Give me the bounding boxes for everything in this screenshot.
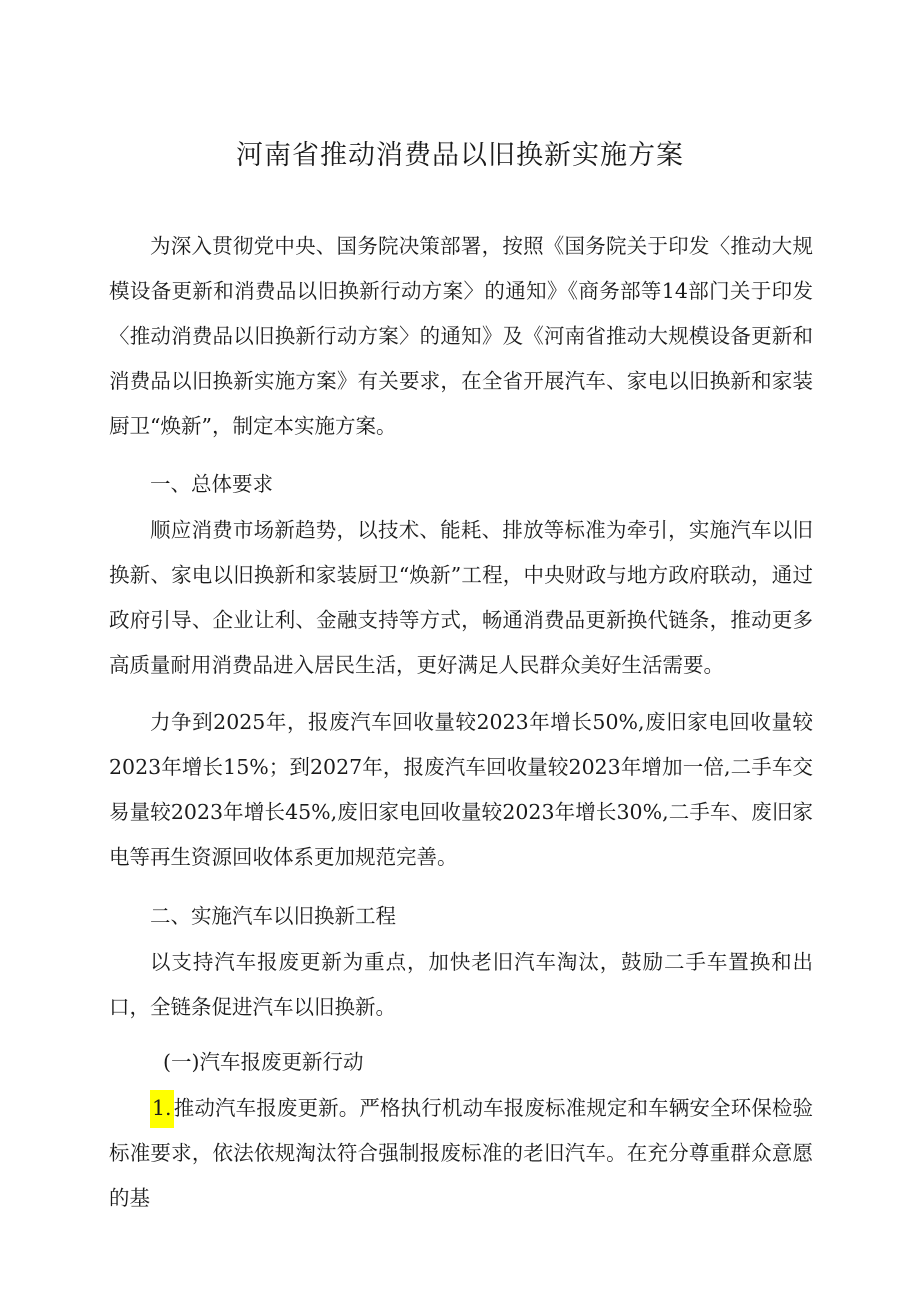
overall-requirements-paragraph: 顺应消费市场新趋势，以技术、能耗、排放等标准为牵引，实施汽车以旧换新、家电以旧换新和家装厨卫“焕新”工程，中央财政与地方政府联动，通过政府引导、企业让利、金融支持等方式，畅通消费品更新换代链条，推动更多高质量耐用消费品进入居民生活，更好满足人民群众美好生活需要。	[109, 518, 813, 677]
section-heading-vehicle-tradein: 二、实施汽车以旧换新工程	[150, 904, 396, 928]
document-title: 河南省推动消费品以旧换新实施方案	[236, 140, 684, 171]
section-heading-overall-requirements: 一、总体要求	[150, 472, 273, 496]
vehicle-scrapping-paragraph	[109, 1086, 813, 1221]
intro-paragraph: 为深入贯彻党中央、国务院决策部署，按照《国务院关于印发〈推动大规模设备更新和消费品以旧换新行动方案〉的通知》《商务部等14部门关于印发〈推动消费品以旧换新行动方案〉的通知》及《河南省推动大规模设备更新和消费品以旧换新实施方案》有关要求，在全省开展汽车、家电以旧换新和家装厨卫“焕新”，制定本实施方案。	[109, 234, 813, 438]
subsection-heading-vehicle-scrapping: (一)汽车报废更新行动	[163, 1050, 364, 1074]
vehicle-tradein-paragraph: 以支持汽车报废更新为重点，加快老旧汽车淘汰，鼓励二手车置换和出口，全链条促进汽车以旧换新。	[109, 950, 813, 1019]
targets-paragraph: 力争到2025年，报废汽车回收量较2023年增长50%,废旧家电回收量较2023年增长15%；到2027年，报废汽车回收量较2023年增加一倍,二手车交易量较2023年增长45%,废旧家电回收量较2023年增长30%,二手车、废旧家电等再生资源回收体系更加规范完善。	[109, 710, 813, 869]
vehicle-scrapping-text: 推动汽车报废更新。严格执行机动车报废标准规定和车辆安全环保检验标准要求，依法依规淘汰符合强制报废标准的老旧汽车。在充分尊重群众意愿的基	[109, 1096, 813, 1210]
item-number-highlight: 1.	[150, 1090, 174, 1128]
